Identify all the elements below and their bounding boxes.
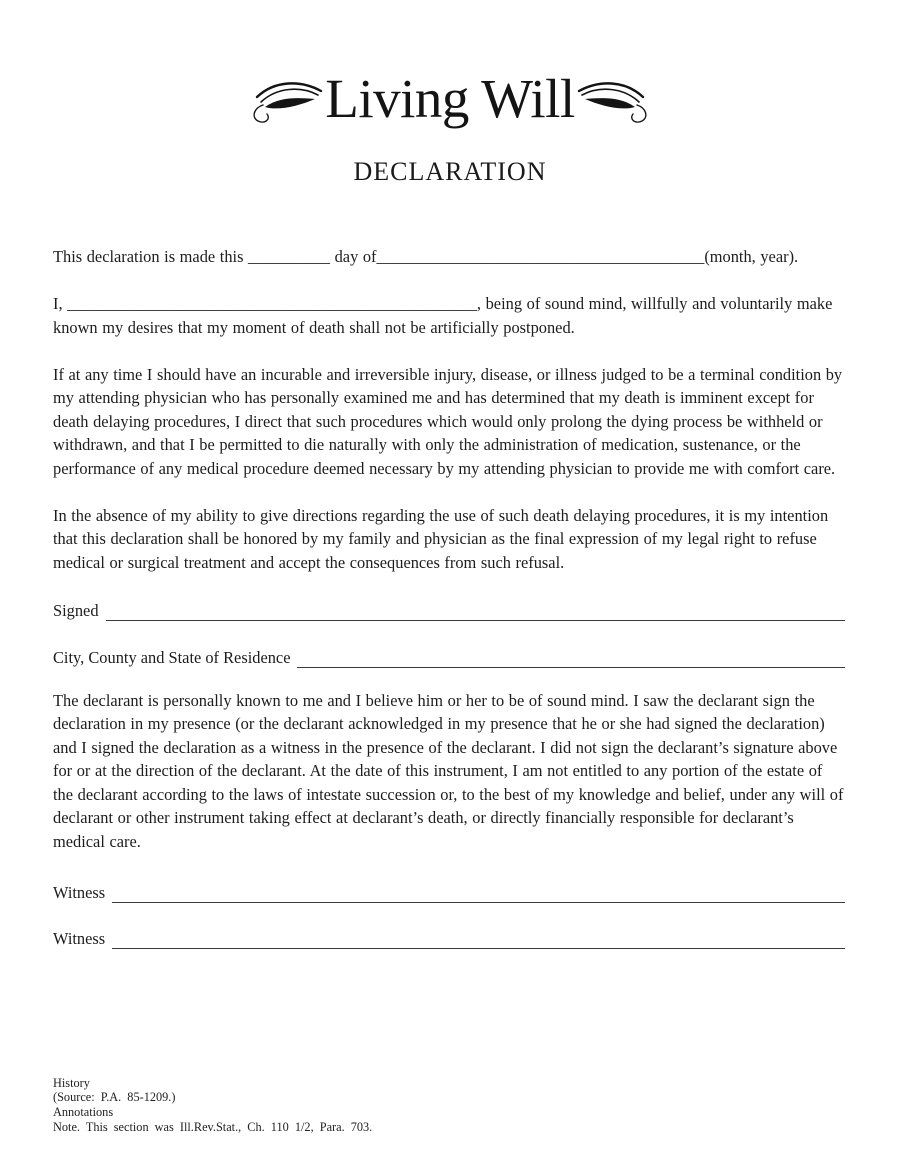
date-fill-in-line: This declaration is made this __________ day of________________________________________(month, year). xyxy=(53,247,799,266)
signed-line xyxy=(53,599,845,623)
document-subtitle: DECLARATION xyxy=(353,157,547,186)
witness2-signature-blank xyxy=(112,931,845,949)
witness-line-1 xyxy=(53,881,845,905)
signed-signature-blank xyxy=(106,603,845,621)
document-body xyxy=(0,245,900,1135)
declarant-paragraph: I, __________________________________________________, being of sound mind, willfully and voluntarily make known my desires that my moment of death shall not be artificially postponed. xyxy=(53,294,833,337)
residence-blank xyxy=(297,650,845,668)
calligraphic-flourish-left-icon xyxy=(251,75,323,123)
witness2-label: Witness xyxy=(53,929,106,948)
signed-label: Signed xyxy=(53,601,99,620)
witness-line-2 xyxy=(53,927,845,951)
annotations-heading: Annotations xyxy=(53,1105,114,1120)
calligraphic-flourish-right-icon xyxy=(577,75,649,123)
terminal-condition-paragraph: If at any time I should have an incurable and irreversible injury, disease, or illness judged to be a terminal condition by my attending physician who has personally examined me and has determined that my death is imminent except for death delaying procedures, I direct that such procedures which would only prolong the dying process be withheld or withdrawn, and that I be permitted to die naturally with only the administration of medication, sustenance, or the performance of any medical procedure deemed necessary by my attending physician to provide me with comfort care. xyxy=(53,364,843,478)
witness1-signature-blank xyxy=(112,885,845,903)
residence-line xyxy=(53,646,845,670)
source-citation: (Source: P.A. 85-1209.) xyxy=(53,1090,176,1105)
statute-note: Note. This section was Ill.Rev.Stat., Ch. 110 1/2, Para. 703. xyxy=(53,1119,373,1134)
witness1-label: Witness xyxy=(53,883,106,902)
intention-paragraph: In the absence of my ability to give directions regarding the use of such death delaying procedures, it is my intention that this declaration shall be honored by my family and physician as the final expression of my legal right to refuse medical or surgical treatment and accept the consequences from such refusal. xyxy=(53,505,829,572)
statutory-footnote xyxy=(53,1076,845,1135)
document-title: Living Will xyxy=(325,68,575,129)
residence-label: City, County and State of Residence xyxy=(53,648,291,667)
witness-statement-paragraph: The declarant is personally known to me and I believe him or her to be of sound mind. I saw the declarant sign the declaration in my presence (or the declarant acknowledged in my presence that he or she had signed the declaration) and I signed the declaration as a witness in the presence of the declarant. I did not sign the declarant’s signature above for or at the direction of the declarant. At the date of this instrument, I am not entitled to any portion of the estate of the declarant according to the laws of intestate succession or, to the best of my knowledge and belief, under any will of declarant or other instrument taking effect at declarant’s death, or directly financially responsible for declarant’s medical care. xyxy=(53,690,844,851)
history-heading: History xyxy=(53,1075,90,1090)
document-title-row xyxy=(0,68,900,130)
